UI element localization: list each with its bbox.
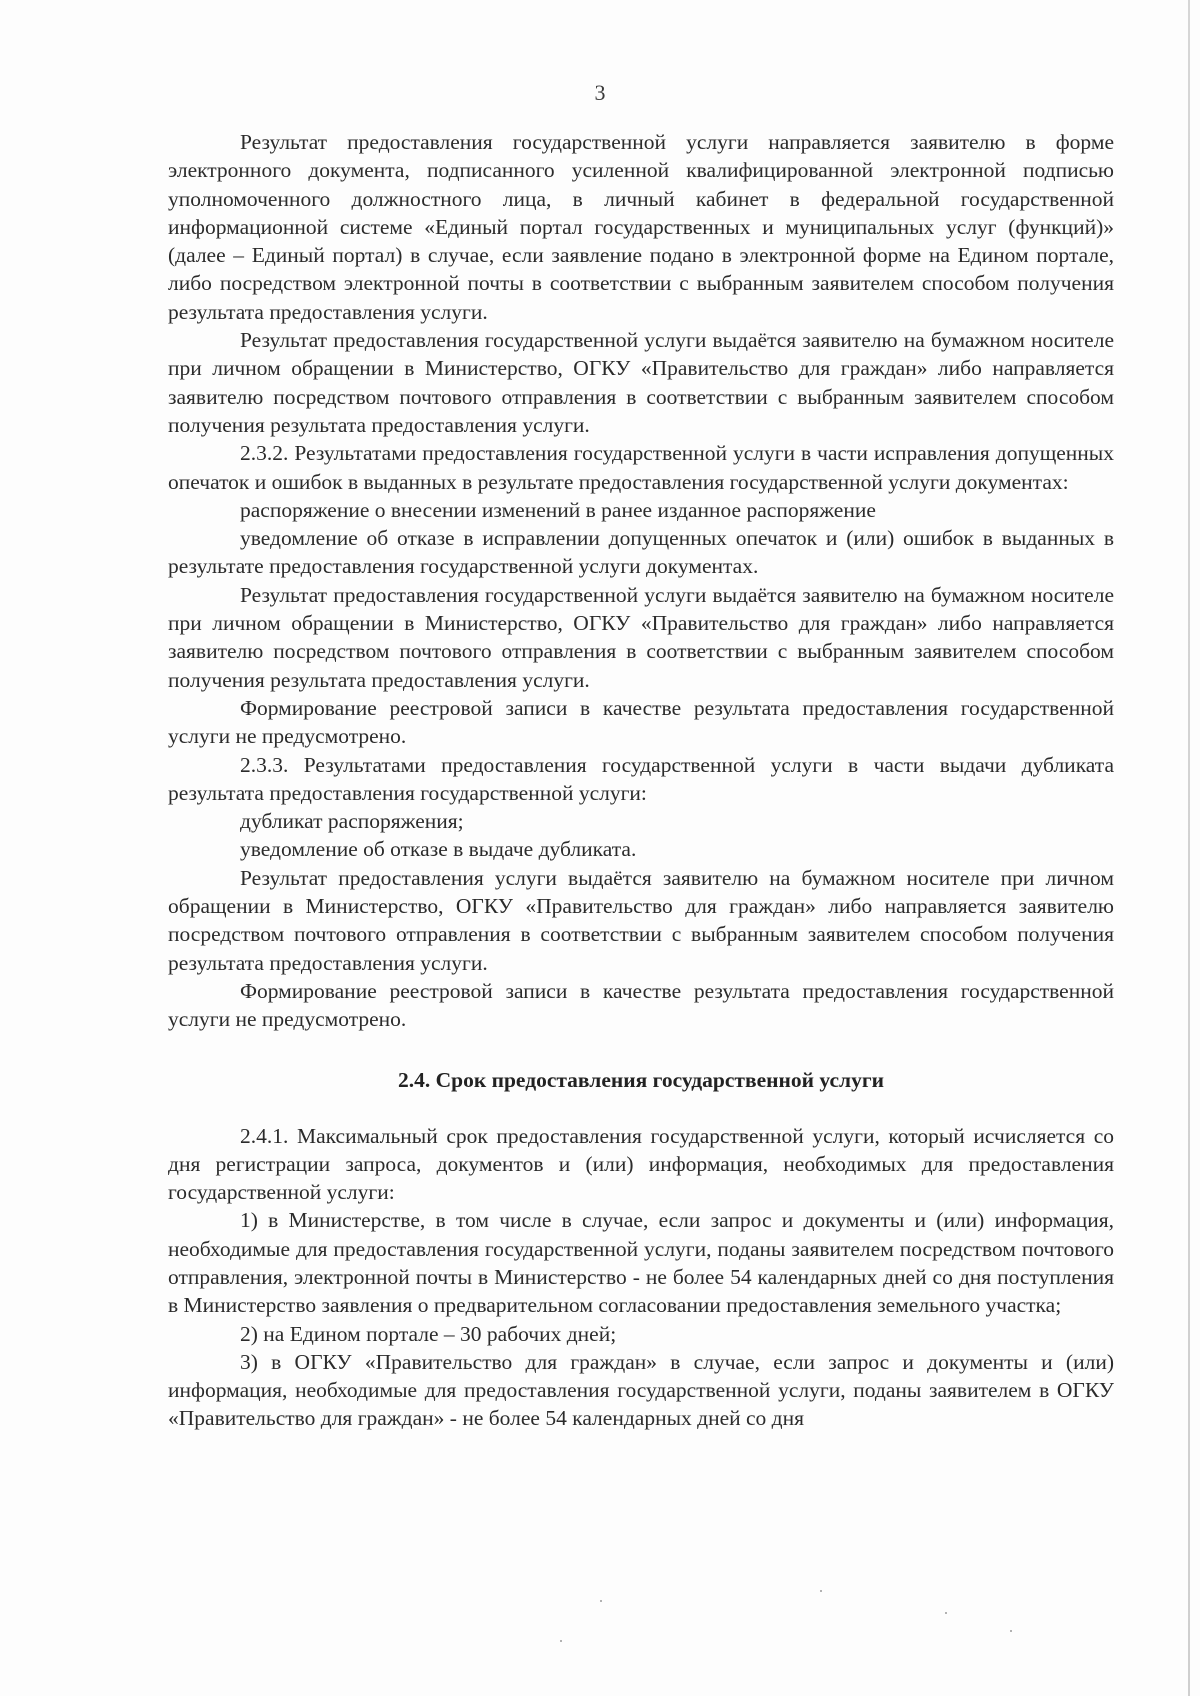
paragraph: Результат предоставления услуги выдаётся заявителю на бумажном носителе при личном обращении в Министерство, ОГКУ «Правительство для граждан» либо направляется заявителю посредством почтового отправления в соответствии с выбранным заявителем способом получения результата предоставления услуги. bbox=[168, 865, 1114, 975]
section-heading: 2.4. Срок предоставления государственной услуги bbox=[397, 1067, 885, 1092]
scan-speck bbox=[820, 1590, 822, 1592]
list-item: уведомление об отказе в выдаче дубликата. bbox=[240, 837, 637, 862]
paragraph: Формирование реестровой записи в качестве результата предоставления государственной услуги не предусмотрено. bbox=[168, 978, 1114, 1032]
list-item: распоряжение о внесении изменений в ранее изданное распоряжение bbox=[240, 497, 876, 522]
list-item: 1) в Министерстве, в том числе в случае, если запрос и документы и (или) информация, необходимые для предоставления государственной услуги, поданы заявителем посредством почтового отправления, электронной почты в Министерство - не более 54 календарных дней со дня поступления в Министерство заявления о предварительном согласовании предоставления земельного участка; bbox=[168, 1208, 1114, 1318]
paragraph: 2.4.1. Максимальный срок предоставления государственной услуги, который исчисляется со дня регистрации запроса, документов и (или) информация, необходимых для предоставления государственной услуги: bbox=[168, 1123, 1114, 1205]
scan-speck bbox=[945, 1612, 947, 1614]
page-number: 3 bbox=[594, 80, 606, 105]
scan-speck bbox=[600, 1600, 602, 1602]
paragraph: 2.3.2. Результатами предоставления государственной услуги в части исправления допущенных опечаток и ошибок в выданных в результате предоставления государственной услуги документах: bbox=[168, 441, 1114, 494]
document-body bbox=[168, 128, 1114, 1433]
list-item: 3) в ОГКУ «Правительство для граждан» в случае, если запрос и документы и (или) информация, необходимые для предоставления государственной услуги, поданы заявителем в ОГКУ «Правительство для граждан» - не более 54 календарных дней со дня bbox=[168, 1349, 1114, 1431]
paragraph: Результат предоставления государственной услуги выдаётся заявителю на бумажном носителе при личном обращении в Министерство, ОГКУ «Правительство для граждан» либо направляется заявителю посредством почтового отправления в соответствии с выбранным заявителем способом получения результата предоставления услуги. bbox=[168, 328, 1114, 437]
list-item: уведомление об отказе в исправлении допущенных опечаток и (или) ошибок в выданных в результате предоставления государственной услуги документах. bbox=[168, 526, 1114, 579]
paragraph: 2.3.3. Результатами предоставления государственной услуги в части выдачи дубликата результата предоставления государственной услуги: bbox=[168, 752, 1114, 805]
scan-speck bbox=[560, 1640, 562, 1642]
paragraph: Результат предоставления государственной услуги направляется заявителю в форме электронного документа, подписанного усиленной квалифицированной электронной подписью уполномоченного должностного лица, в личный кабинет в федеральной государственной информационной системе «Единый портал государственных и муниципальных услуг (функций)» (далее – Единый портал) в случае, если заявление подано в электронной форме на Едином портале, либо посредством электронной почты в соответствии с выбранным заявителем способом получения результата предоставления услуги. bbox=[168, 130, 1114, 324]
scan-speck bbox=[1010, 1630, 1012, 1632]
paragraph: Формирование реестровой записи в качестве результата предоставления государственной услуги не предусмотрено. bbox=[168, 695, 1114, 749]
paragraph: Результат предоставления государственной услуги выдаётся заявителю на бумажном носителе при личном обращении в Министерство, ОГКУ «Правительство для граждан» либо направляется заявителю посредством почтового отправления в соответствии с выбранным заявителем способом получения результата предоставления услуги. bbox=[168, 582, 1114, 692]
list-item: дубликат распоряжения; bbox=[240, 809, 464, 834]
scan-edge-line bbox=[1188, 0, 1190, 1696]
list-item: 2) на Едином портале – 30 рабочих дней; bbox=[240, 1321, 617, 1346]
